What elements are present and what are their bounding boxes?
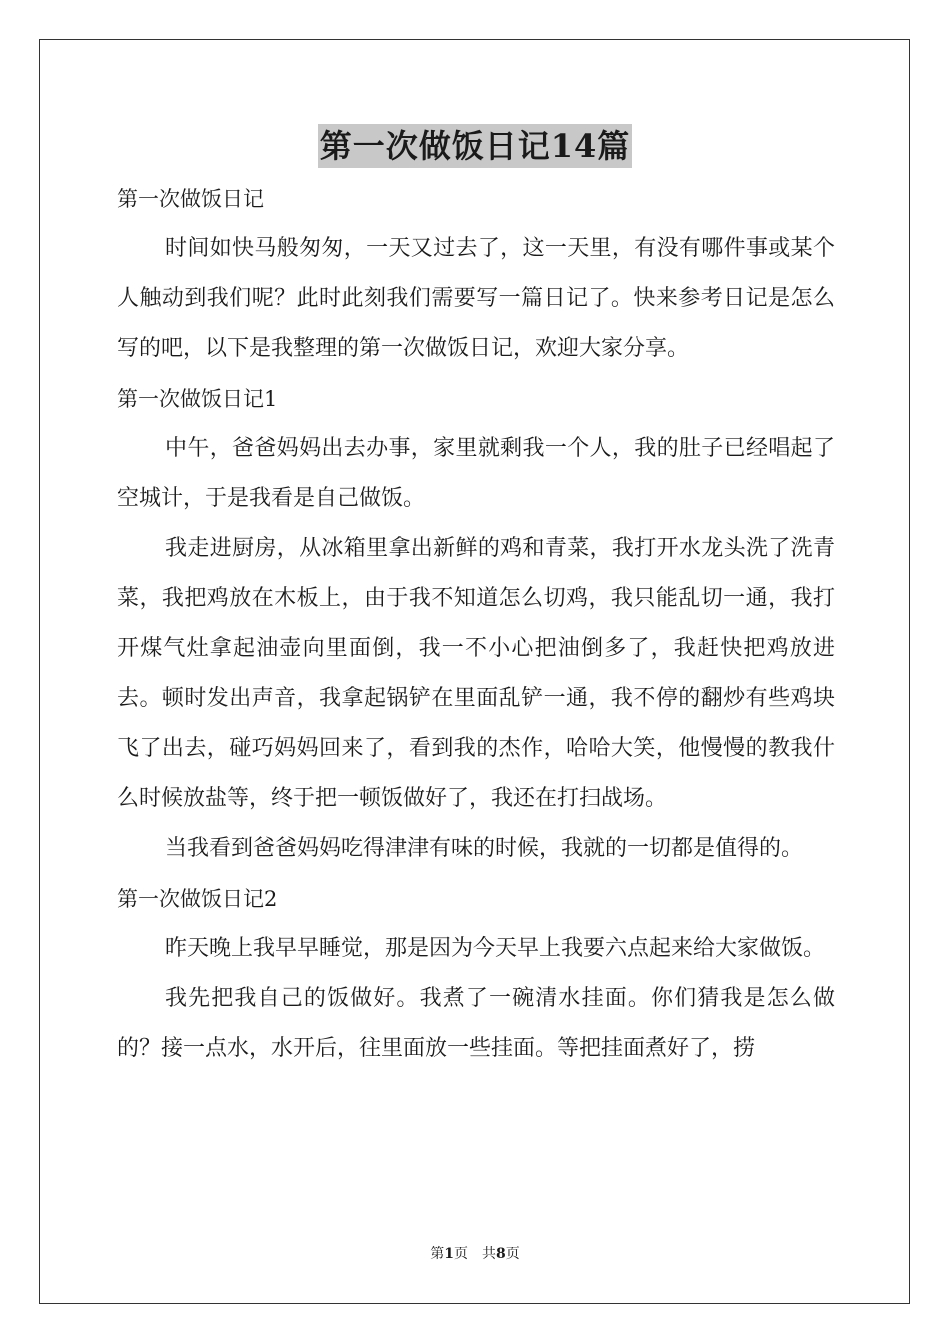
page-total-number: 8 (496, 1246, 506, 1262)
document-body (117, 174, 835, 1074)
document-title: 第一次做饭日记14篇 (318, 124, 633, 168)
body-paragraph: 我走进厨房，从冰箱里拿出新鲜的鸡和青菜，我打开水龙头洗了洗青菜，我把鸡放在木板上，由于我不知道怎么切鸡，我只能乱切一通，我打开煤气灶拿起油壶向里面倒，我一不小心把油倒多了，我赶快把鸡放进去。顿时发出声音，我拿起锅铲在里面乱铲一通，我不停的翻炒有些鸡块飞了出去，碰巧妈妈回来了，看到我的杰作，哈哈大笑，他慢慢的教我什么时候放盐等，终于把一顿饭做好了，我还在打扫战场。 (117, 536, 835, 811)
section-heading: 第一次做饭日记1 (117, 387, 278, 411)
body-paragraph: 昨天晚上我早早睡觉，那是因为今天早上我要六点起来给大家做饭。 (165, 936, 826, 961)
section-heading: 第一次做饭日记 (117, 187, 264, 211)
page-current-number: 1 (444, 1246, 454, 1262)
page-footer (0, 1244, 950, 1264)
title-container (0, 124, 950, 168)
body-paragraph: 中午，爸爸妈妈出去办事，家里就剩我一个人，我的肚子已经唱起了空城计，于是我看是自己做饭。 (117, 436, 835, 511)
body-paragraph: 当我看到爸爸妈妈吃得津津有味的时候，我就的一切都是值得的。 (165, 836, 804, 861)
body-paragraph: 时间如快马般匆匆，一天又过去了，这一天里，有没有哪件事或某个人触动到我们呢？此时此刻我们需要写一篇日记了。快来参考日记是怎么写的吧，以下是我整理的第一次做饭日记，欢迎大家分享。 (117, 236, 835, 361)
page-label-suffix: 页 (505, 1246, 520, 1262)
page-label-mid: 页 共 (454, 1246, 496, 1262)
page-label-prefix: 第 (430, 1246, 445, 1262)
section-heading: 第一次做饭日记2 (117, 887, 278, 911)
body-paragraph: 我先把我自己的饭做好。我煮了一碗清水挂面。你们猜我是怎么做的？接一点水，水开后，往里面放一些挂面。等把挂面煮好了，捞 (117, 986, 835, 1061)
